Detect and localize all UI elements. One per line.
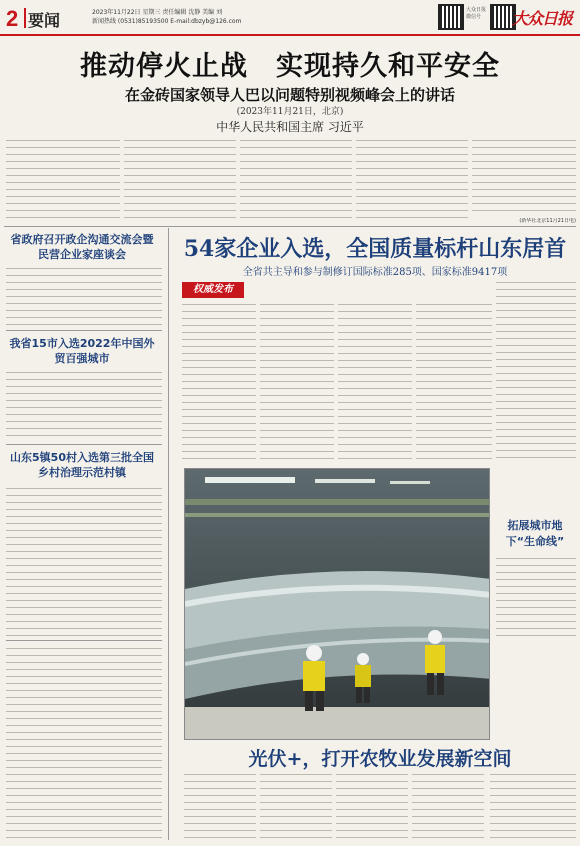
issue-date-line: 2023年11月22日 星期三 责任编辑 沈静 美编 刘 xyxy=(92,9,223,16)
bottom-body-column xyxy=(260,772,332,844)
left-body-3 xyxy=(6,486,162,636)
left-body-1 xyxy=(6,266,162,326)
section-divider xyxy=(24,8,26,28)
column-rule xyxy=(168,228,169,840)
feature-body-column xyxy=(260,302,334,462)
lead-body-column xyxy=(124,138,236,222)
left-headline-1: 省政府召开政企沟通交流会暨民营企业家座谈会 xyxy=(10,233,154,261)
masthead xyxy=(0,0,580,36)
left-rule xyxy=(6,444,162,445)
photo-caption-body xyxy=(496,556,576,636)
page-number: 2 xyxy=(6,6,19,31)
issue-meta xyxy=(92,8,352,26)
lead-speaker: 中华人民共和国主席 习近平 xyxy=(216,120,364,134)
left-body-2 xyxy=(6,370,162,440)
bottom-headline: 光伏+，打开农牧业发展新空间 xyxy=(248,748,512,770)
feature-body-column xyxy=(416,302,492,462)
tunnel-photo xyxy=(184,468,490,740)
lead-body-column xyxy=(240,138,352,222)
feature-body-column xyxy=(496,280,576,462)
lead-body-column xyxy=(472,138,576,216)
qr-label: 大众日报微信号 xyxy=(466,7,487,20)
feature-subheadline: 全省共主导和参与制修订国际标准285项、国家标准9417项 xyxy=(242,267,508,278)
newspaper-logo: 大众日报 xyxy=(511,9,572,28)
bottom-body-column xyxy=(336,772,408,844)
bottom-body-column xyxy=(412,772,484,844)
lead-headline: 推动停火止战 实现持久和平安全 xyxy=(80,51,500,82)
bottom-body-column xyxy=(490,772,576,844)
photo-caption-headline: 拓展城市地下“生命线” xyxy=(505,519,565,548)
lead-body-column xyxy=(6,138,120,222)
left-rule xyxy=(6,330,162,331)
tunnel-illustration xyxy=(185,469,490,740)
feature-headline: 54家企业入选，全国质量标杆山东居首 xyxy=(183,236,567,262)
feature-body-column xyxy=(338,302,412,462)
source-note: (新华社北京11月21日电) xyxy=(519,218,576,224)
left-rule xyxy=(6,640,162,641)
qr-code-icon xyxy=(438,4,464,30)
feature-body-column xyxy=(182,302,256,462)
left-headline-3: 山东5镇50村入选第三批全国乡村治理示范村镇 xyxy=(10,451,154,479)
bottom-body-column xyxy=(184,772,256,844)
lead-subtitle: 在金砖国家领导人巴以问题特别视频峰会上的讲话 xyxy=(124,86,455,104)
contact-line: 新闻热线 (0531)85193500 E-mail:dbzyb@126.com xyxy=(92,18,242,25)
authority-stamp: 权威发布 xyxy=(182,282,244,298)
left-headline-2: 我省15市入选2022年中国外贸百强城市 xyxy=(9,337,155,365)
section-title: 要闻 xyxy=(28,13,61,30)
lead-dateline: (2023年11月21日，北京) xyxy=(236,107,344,117)
left-body-4 xyxy=(6,646,162,840)
section-rule xyxy=(4,226,576,227)
lead-body-column xyxy=(356,138,468,222)
